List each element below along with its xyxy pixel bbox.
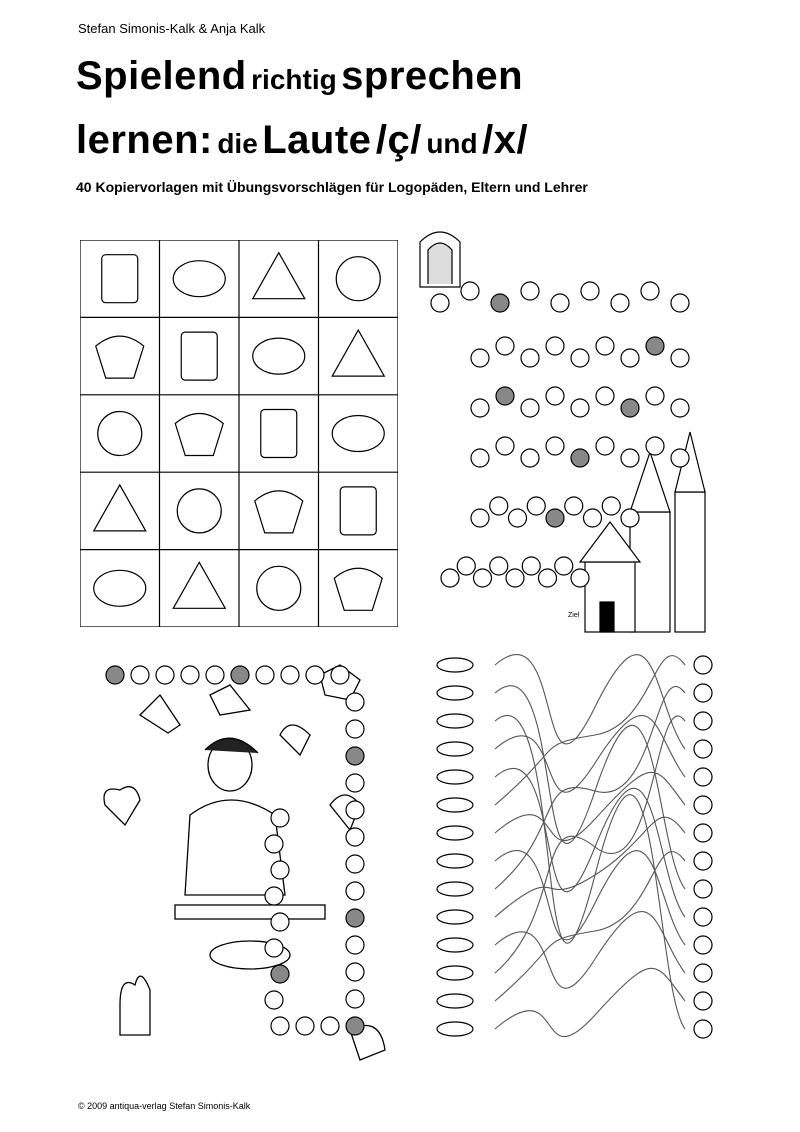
board-space	[271, 861, 289, 879]
board-space	[565, 497, 583, 515]
board-space	[490, 557, 508, 575]
board-space	[551, 294, 569, 312]
maze-end-icon	[694, 992, 712, 1010]
maze-end-icon	[694, 684, 712, 702]
board-space	[471, 349, 489, 367]
board-space	[296, 1017, 314, 1035]
maze-start-icon	[437, 938, 473, 952]
trichter-icon	[94, 570, 146, 606]
board-space	[509, 509, 527, 527]
board-space	[181, 666, 199, 684]
board-space	[106, 666, 124, 684]
maze-start-icon	[437, 658, 473, 672]
igel-icon	[253, 253, 305, 299]
maze-end-icon	[694, 712, 712, 730]
seepferdchen-icon	[261, 410, 297, 458]
board-space	[555, 557, 573, 575]
picture-grid	[80, 240, 398, 627]
board-space	[571, 569, 589, 587]
vogel-icon	[336, 257, 380, 301]
fichte-icon	[255, 491, 303, 533]
board-space	[156, 666, 174, 684]
rechen-icon	[332, 330, 384, 376]
board-space	[491, 294, 509, 312]
board-space	[521, 449, 539, 467]
cookie-board-game	[90, 655, 400, 1085]
board-space	[206, 666, 224, 684]
title-word-sprechen: sprechen	[341, 54, 524, 98]
board-space	[646, 437, 664, 455]
board-space	[546, 437, 564, 455]
maze-start-icon	[437, 1022, 473, 1036]
eisbecher-icon	[334, 568, 382, 610]
maze-start-icon	[437, 994, 473, 1008]
copyright: © 2009 antiqua-verlag Stefan Simonis-Kalk	[78, 1101, 251, 1111]
board-space	[441, 569, 459, 587]
board-space	[271, 913, 289, 931]
faecher-icon	[332, 416, 384, 452]
board-space	[621, 349, 639, 367]
word-maze	[415, 645, 720, 1065]
maze-end-icon	[694, 936, 712, 954]
broetchen-icon	[181, 332, 217, 380]
leuchter-icon	[257, 566, 301, 610]
board-space	[546, 337, 564, 355]
board-space	[621, 509, 639, 527]
eichhoernchen-icon	[173, 562, 225, 608]
title-word-die: die	[217, 128, 258, 159]
title-phoneme-c: /ç/	[375, 118, 422, 162]
title-word-und: und	[426, 128, 478, 159]
board-space	[596, 337, 614, 355]
board-space	[521, 282, 539, 300]
maze-start-icon	[437, 686, 473, 700]
board-space	[671, 399, 689, 417]
maze-start-icon	[437, 742, 473, 756]
board-space	[346, 693, 364, 711]
board-space	[265, 835, 283, 853]
finish-label: Ziel	[568, 612, 580, 619]
title-phoneme-x: /x/	[482, 118, 529, 162]
maze-start-icon	[437, 854, 473, 868]
board-space	[602, 497, 620, 515]
maze-start-icon	[437, 798, 473, 812]
maze-end-icon	[694, 796, 712, 814]
board-space	[271, 809, 289, 827]
title-word-richtig: richtig	[251, 64, 337, 95]
board-space	[571, 399, 589, 417]
maze-start-icon	[437, 882, 473, 896]
board-space	[346, 801, 364, 819]
board-space	[471, 509, 489, 527]
board-space	[265, 887, 283, 905]
board-space	[131, 666, 149, 684]
subtitle: 40 Kopiervorlagen mit Übungsvorschlägen für Logopäden, Eltern und Lehrer	[76, 179, 588, 195]
board-space	[646, 337, 664, 355]
board-space	[621, 449, 639, 467]
board-space	[496, 437, 514, 455]
board-space	[671, 294, 689, 312]
maze-end-icon	[694, 1020, 712, 1038]
board-space	[346, 720, 364, 738]
board-space	[571, 349, 589, 367]
board-space	[321, 1017, 339, 1035]
board-space	[346, 747, 364, 765]
board-space	[346, 774, 364, 792]
board-space	[496, 387, 514, 405]
board-space	[496, 337, 514, 355]
board-space	[256, 666, 274, 684]
board-space	[646, 387, 664, 405]
board-space	[527, 497, 545, 515]
title-line-1	[76, 56, 523, 96]
becher-icon	[102, 255, 138, 303]
board-space	[346, 828, 364, 846]
maze-start-icon	[437, 826, 473, 840]
maze-end-icon	[694, 964, 712, 982]
board-space	[581, 282, 599, 300]
board-space	[596, 437, 614, 455]
kirche-icon	[96, 336, 144, 378]
board-space	[346, 936, 364, 954]
maze-end-icon	[694, 852, 712, 870]
board-space	[596, 387, 614, 405]
board-space	[281, 666, 299, 684]
board-space	[306, 666, 324, 684]
board-space	[471, 449, 489, 467]
board-space	[621, 399, 639, 417]
board-space	[546, 387, 564, 405]
board-space	[431, 294, 449, 312]
kaninchen-icon	[98, 412, 142, 456]
board-space	[346, 990, 364, 1008]
board-space	[457, 557, 475, 575]
board-space	[461, 282, 479, 300]
board-space	[506, 569, 524, 587]
board-space	[571, 449, 589, 467]
board-space	[346, 855, 364, 873]
board-space	[641, 282, 659, 300]
maze-end-icon	[694, 656, 712, 674]
board-space	[611, 294, 629, 312]
board-space	[522, 557, 540, 575]
leuchtturm-icon	[340, 487, 376, 535]
board-space	[521, 399, 539, 417]
authors: Stefan Simonis-Kalk & Anja Kalk	[78, 21, 266, 36]
maze-end-icon	[694, 908, 712, 926]
maze-start-icon	[437, 770, 473, 784]
board-space	[474, 569, 492, 587]
title-word-laute: Laute	[262, 118, 372, 162]
castle-board-game	[410, 222, 720, 642]
title-line-2	[76, 120, 528, 160]
maze-start-icon	[437, 714, 473, 728]
maze-end-icon	[694, 740, 712, 758]
baker-drawing	[175, 738, 325, 969]
board-space	[265, 991, 283, 1009]
board-space	[265, 939, 283, 957]
sichel-icon	[173, 261, 225, 297]
board-space	[490, 497, 508, 515]
board-space	[521, 349, 539, 367]
board-space	[539, 569, 557, 587]
board-space	[671, 449, 689, 467]
paeckchen-icon	[253, 338, 305, 374]
board-space	[346, 882, 364, 900]
maze-start-icon	[437, 910, 473, 924]
specht-icon	[177, 489, 221, 533]
maze-start-icon	[437, 966, 473, 980]
board-space	[471, 399, 489, 417]
eichel-icon	[94, 485, 146, 531]
board-space	[231, 666, 249, 684]
board-space	[271, 965, 289, 983]
title-word-spielend: Spielend	[76, 54, 247, 98]
board-space	[346, 963, 364, 981]
board-space	[671, 349, 689, 367]
board-space	[546, 509, 564, 527]
board-space	[271, 1017, 289, 1035]
board-space	[346, 909, 364, 927]
maze-end-icon	[694, 880, 712, 898]
geschenk-icon	[175, 414, 223, 456]
maze-end-icon	[694, 824, 712, 842]
board-space	[584, 509, 602, 527]
maze-end-icon	[694, 768, 712, 786]
board-space	[346, 1017, 364, 1035]
title-word-lernen: lernen:	[76, 118, 213, 162]
tower-door	[420, 232, 460, 287]
board-space	[331, 666, 349, 684]
